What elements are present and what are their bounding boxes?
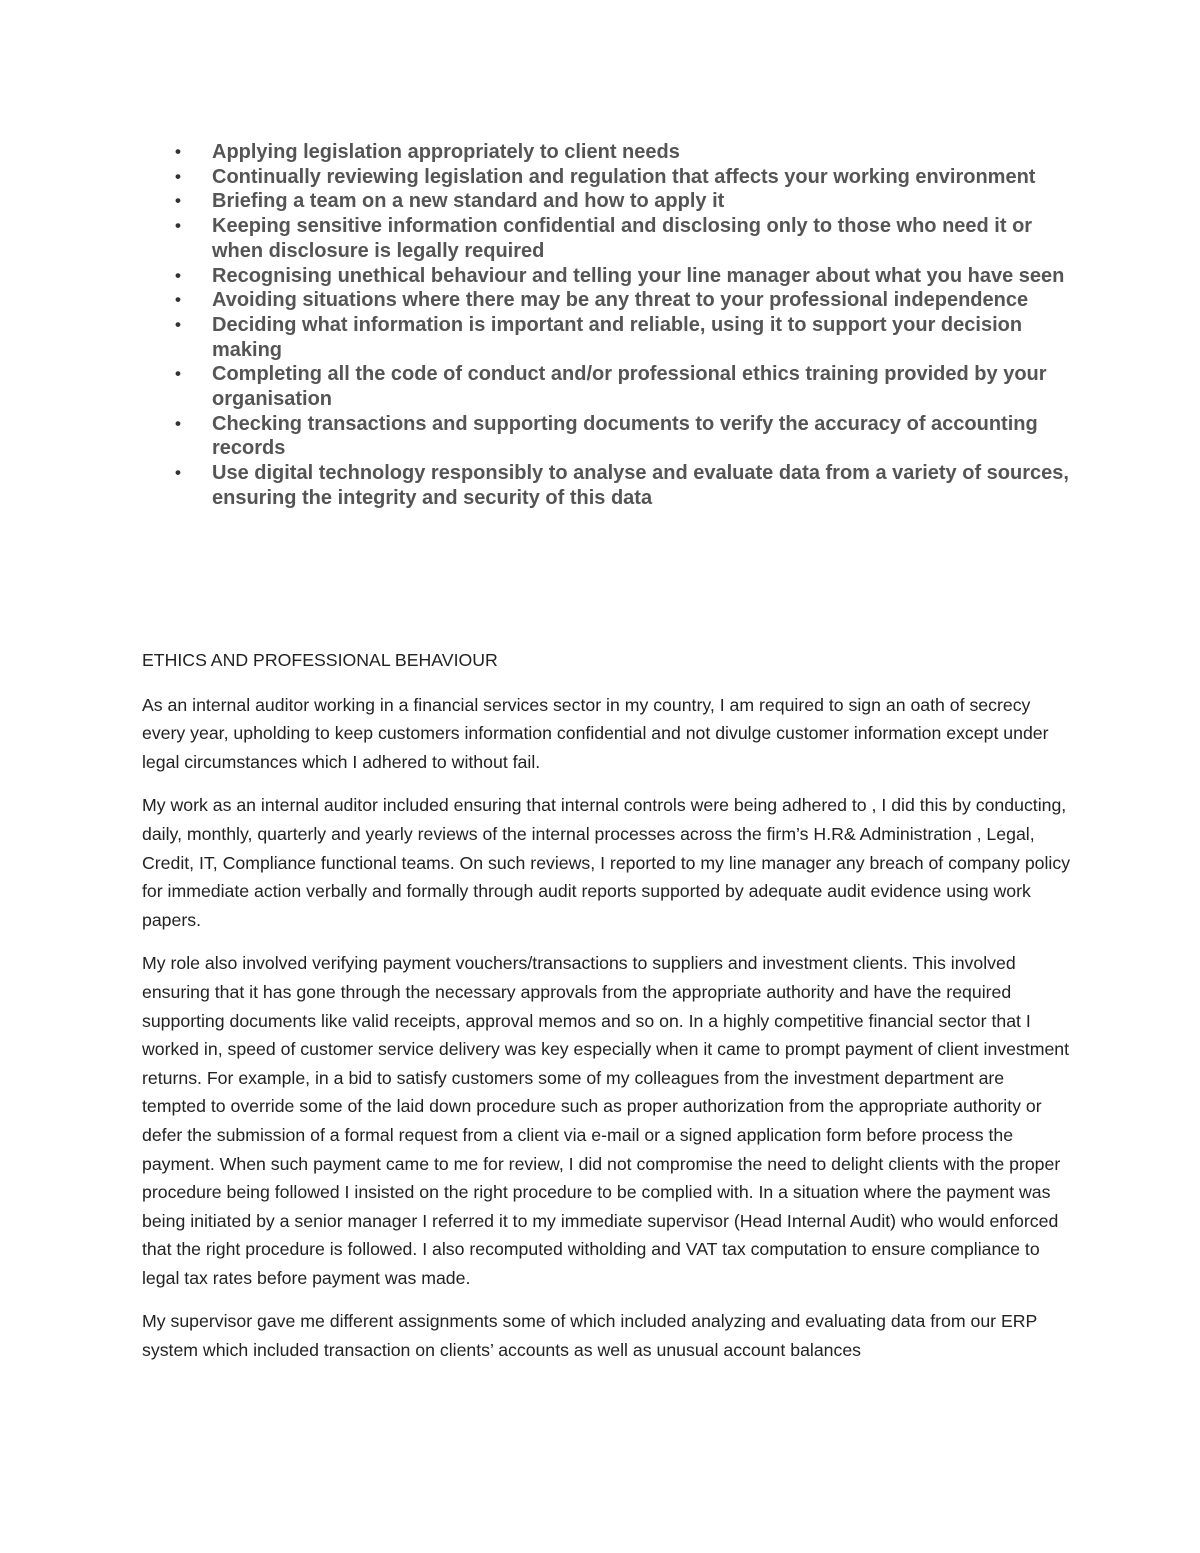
bullet-icon: • — [175, 314, 181, 334]
bullet-text: Briefing a team on a new standard and how to apply it — [212, 190, 725, 213]
section-heading: ETHICS AND PROFESSIONAL BEHAVIOUR — [142, 650, 498, 670]
bullet-icon: • — [175, 463, 181, 483]
bullet-text: Continually reviewing legislation and regulation that affects your working environment — [212, 165, 1036, 188]
bullet-text: Checking transactions and supporting documents to verify the accuracy of accounting records — [212, 412, 1038, 460]
bullet-text: Deciding what information is important and reliable, using it to support your decision making — [212, 313, 1023, 361]
bullet-text: Keeping sensitive information confidential and disclosing only to those who need it or when disclosure is legally required — [212, 215, 1033, 262]
bullet-icon: • — [175, 413, 181, 433]
bullet-item — [175, 264, 1075, 289]
bullet-icon: • — [175, 265, 181, 285]
competency-bullet-list — [175, 140, 1075, 511]
paragraph: My work as an internal auditor included ensuring that internal controls were being adhered to , I did this by conducting, daily, monthly, quarterly and yearly reviews of the internal processes across the firm’s H.R& Administration , Legal, Credit, IT, Compliance functional teams. On such reviews, I reported to my line manager any breach of company policy for immediate action verbally and formally through audit reports supported by adequate audit evidence using work papers. — [142, 795, 1071, 930]
bullet-icon: • — [175, 364, 181, 384]
bullet-item — [175, 362, 1075, 411]
bullet-text: Use digital technology responsibly to analyse and evaluate data from a variety of sources, ensuring the integrity and security of this data — [212, 462, 1069, 509]
bullet-text: Applying legislation appropriately to client needs — [212, 141, 680, 163]
bullet-icon: • — [175, 191, 181, 211]
bullet-icon: • — [175, 166, 181, 186]
bullet-text: Completing all the code of conduct and/or professional ethics training provided by your organisation — [212, 363, 1047, 411]
bullet-icon: • — [175, 142, 181, 161]
bullet-item — [175, 461, 1075, 510]
bullet-icon: • — [175, 290, 181, 310]
bullet-item — [175, 189, 1075, 214]
bullet-item — [175, 214, 1075, 263]
bullet-item — [175, 165, 1075, 190]
bullet-item — [175, 313, 1075, 362]
bullet-text: Avoiding situations where there may be any threat to your professional independence — [212, 289, 1029, 312]
ethics-section — [142, 646, 1072, 1380]
bullet-text: Recognising unethical behaviour and telling your line manager about what you have seen — [212, 264, 1065, 287]
paragraph: My supervisor gave me different assignments some of which included analyzing and evaluating data from our ERP system which included transaction on clients’ accounts as well as unusual account balances — [142, 1311, 1038, 1361]
bullet-item — [175, 288, 1075, 313]
bullet-item — [175, 412, 1075, 461]
paragraph: My role also involved verifying payment vouchers/transactions to suppliers and investment clients. This involved ensuring that it has gone through the necessary approvals from the appropriate authority and have the required supporting documents like valid receipts, approval memos and so on. In a highly competitive financial sector that I worked in, speed of customer service delivery was key especially when it came to prompt payment of client investment returns. For example, in a bid to satisfy customers some of my colleagues from the investment department are tempted to override some of the laid down procedure such as proper authorization from the appropriate authority or defer the submission of a formal request from a client via e-mail or a signed application form before process the payment. When such payment came to me for review, I did not compromise the need to delight clients with the proper procedure being followed I insisted on the right procedure to be complied with. In a situation where the payment was being initiated by a senior manager I referred it to my immediate supervisor (Head Internal Audit) who would enforced that the right procedure is followed. I also recomputed witholding and VAT tax computation to ensure compliance to legal tax rates before payment was made. — [142, 953, 1070, 1288]
bullet-item — [175, 140, 1075, 165]
bullet-icon: • — [175, 216, 181, 236]
paragraph: As an internal auditor working in a financial services sector in my country, I am required to sign an oath of secrecy every year, upholding to keep customers information confidential and not divulge customer information except under legal circumstances which I adhered to without fail. — [142, 694, 1049, 772]
